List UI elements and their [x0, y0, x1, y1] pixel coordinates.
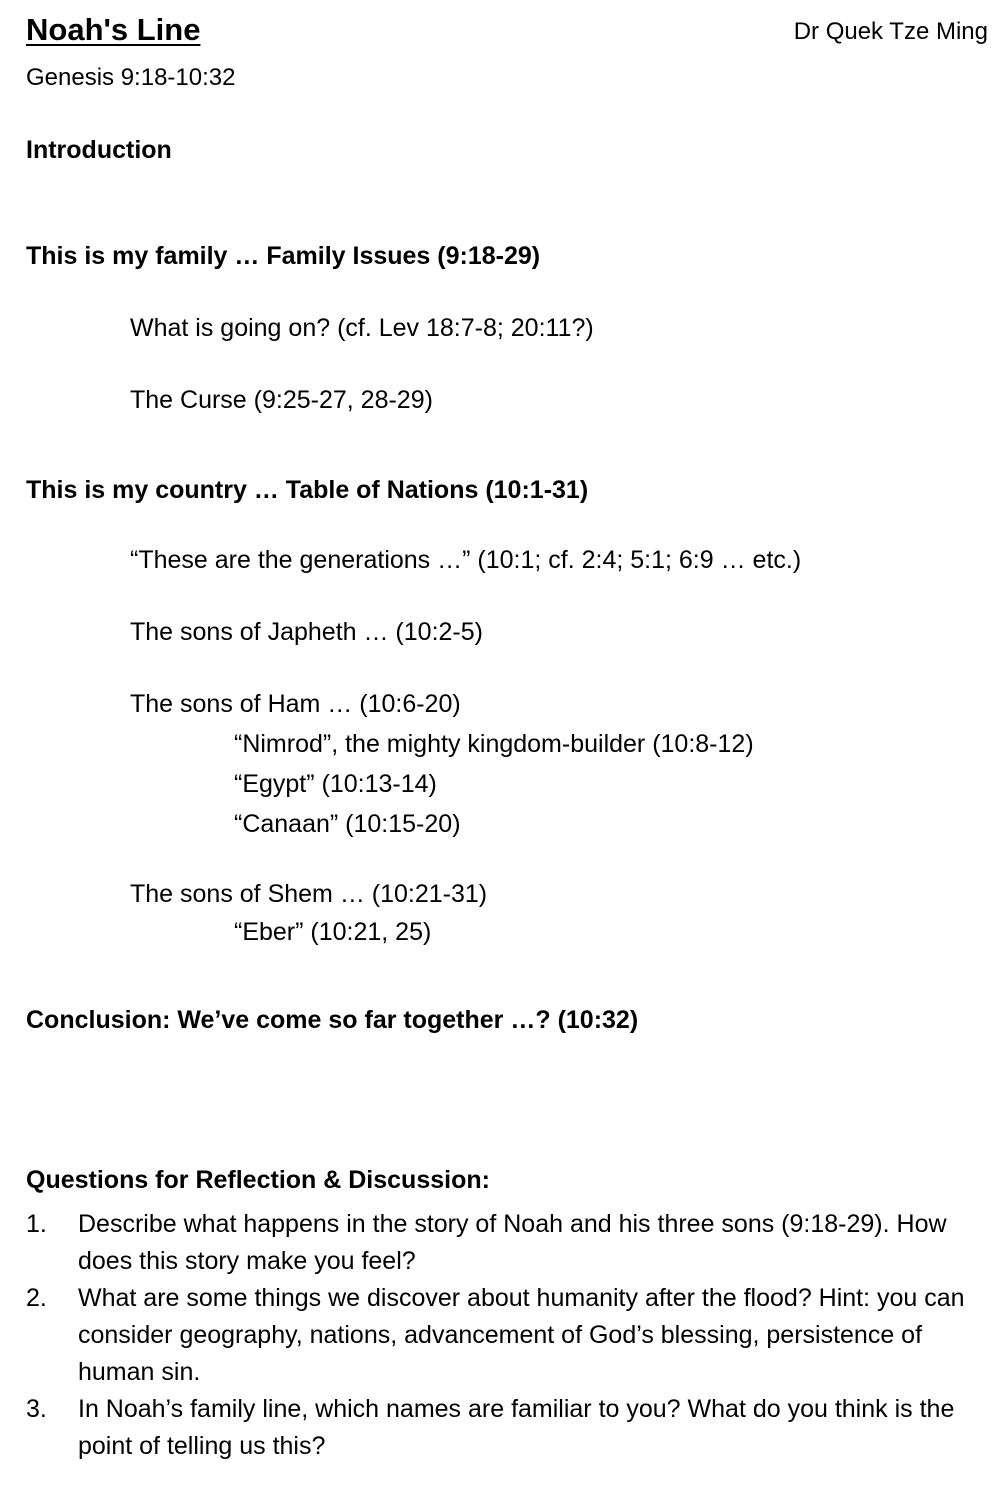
table-of-nations-heading: This is my country … Table of Nations (10:1-31)	[26, 476, 589, 504]
question-text: In Noah’s family line, which names are familiar to you? What do you think is the point of telling us this?	[78, 1395, 955, 1460]
shem-point: The sons of Shem … (10:21-31)	[130, 880, 488, 908]
shem-subpoint: “Eber” (10:21, 25)	[234, 918, 432, 946]
questions-heading: Questions for Reflection & Discussion:	[26, 1166, 490, 1194]
section1-point: The Curse (9:25-27, 28-29)	[130, 386, 433, 414]
question-number: 1.	[26, 1210, 47, 1238]
scripture-passage: Genesis 9:18-10:32	[26, 64, 236, 91]
question-number: 2.	[26, 1284, 47, 1312]
ham-point: The sons of Ham … (10:6-20)	[130, 690, 461, 718]
japheth-point: The sons of Japheth … (10:2-5)	[130, 618, 483, 646]
question-item	[26, 1391, 992, 1465]
generations-point: “These are the generations …” (10:1; cf. 2:4; 5:1; 6:9 … etc.)	[130, 546, 802, 574]
questions-list	[26, 1206, 992, 1465]
question-number: 3.	[26, 1395, 47, 1423]
document-title: Noah's Line	[26, 12, 201, 47]
introduction-heading: Introduction	[26, 136, 172, 164]
ham-subpoint: “Nimrod”, the mighty kingdom-builder (10:8-12)	[234, 730, 754, 758]
author-name: Dr Quek Tze Ming	[793, 18, 988, 45]
question-text: What are some things we discover about humanity after the flood? Hint: you can consider geography, nations, advancement of God’s blessing, persistence of human sin.	[78, 1284, 965, 1386]
question-item	[26, 1206, 992, 1280]
section1-point: What is going on? (cf. Lev 18:7-8; 20:11?)	[130, 314, 594, 342]
conclusion-heading: Conclusion: We’ve come so far together …? (10:32)	[26, 1006, 639, 1034]
question-text: Describe what happens in the story of Noah and his three sons (9:18-29). How does this story make you feel?	[78, 1210, 947, 1275]
ham-subpoint: “Canaan” (10:15-20)	[234, 810, 461, 838]
family-issues-heading: This is my family … Family Issues (9:18-29)	[26, 242, 541, 270]
question-item	[26, 1280, 992, 1391]
ham-subpoint: “Egypt” (10:13-14)	[234, 770, 437, 798]
